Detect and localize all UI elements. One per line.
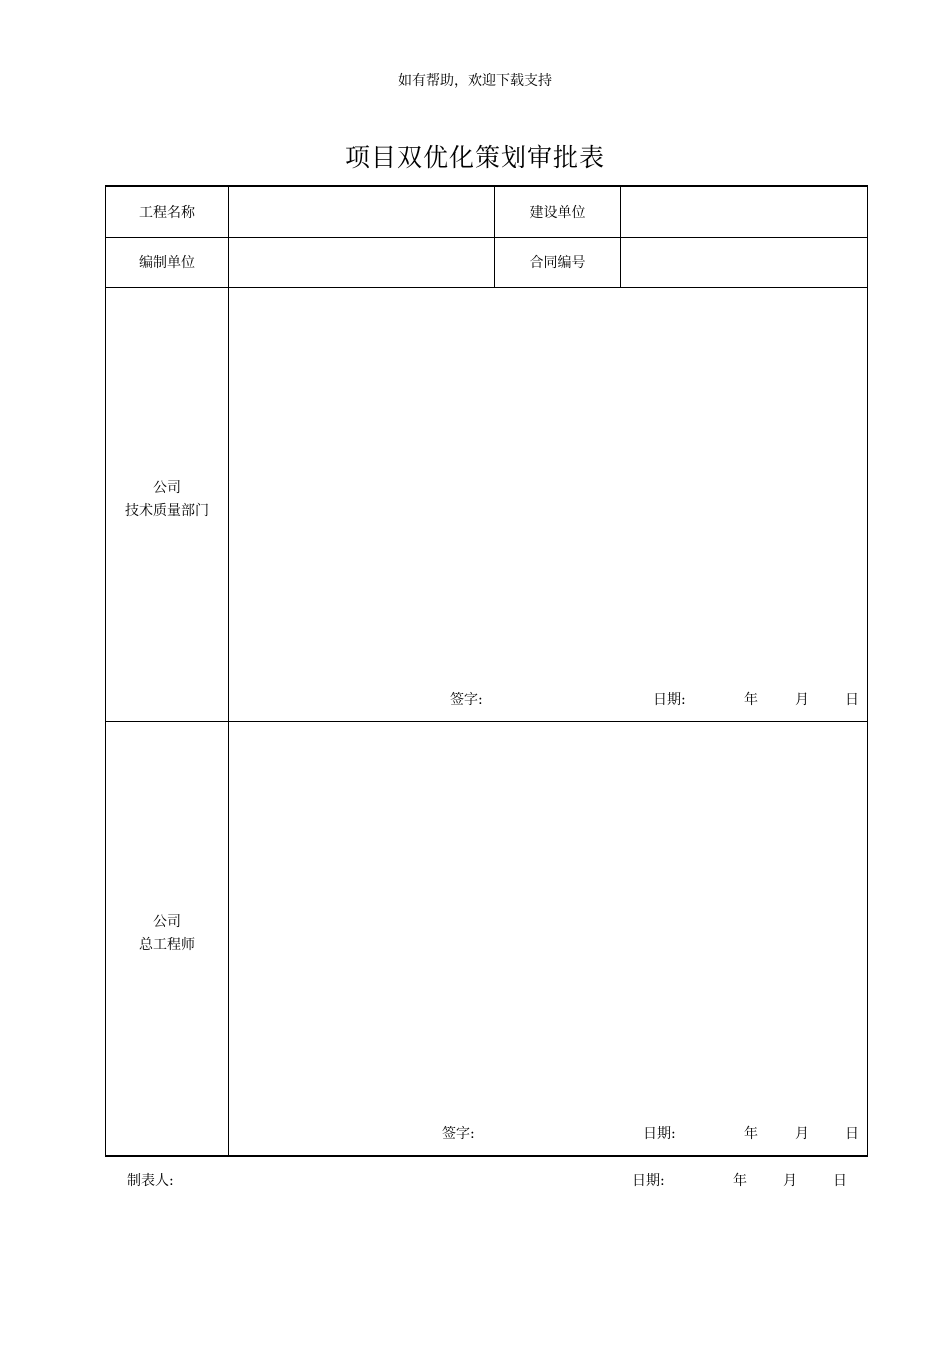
tech-quality-day-label: 日 bbox=[845, 691, 859, 708]
form-maker-label: 制表人: bbox=[127, 1173, 174, 1189]
tech-quality-label-line2: 技术质量部门 bbox=[125, 503, 209, 519]
contract-number-label: 合同编号 bbox=[495, 237, 621, 287]
chief-engineer-day-label: 日 bbox=[845, 1126, 859, 1142]
page-title: 项目双优化策划审批表 bbox=[344, 143, 605, 172]
project-name-label: 工程名称 bbox=[106, 186, 229, 237]
chief-engineer-label-line1: 公司 bbox=[153, 914, 181, 931]
contract-number-field[interactable] bbox=[621, 237, 868, 287]
tech-quality-label-line1: 公司 bbox=[153, 480, 181, 496]
chief-engineer-sign-label: 签字: bbox=[442, 1126, 475, 1142]
tech-quality-dept-label bbox=[106, 287, 229, 721]
form-row-tech-quality bbox=[106, 287, 868, 721]
chief-engineer-date-label: 日期: bbox=[643, 1126, 676, 1142]
tech-quality-sign-label: 签字: bbox=[450, 691, 483, 708]
construction-unit-field[interactable] bbox=[621, 186, 868, 237]
footer-year-label: 年 bbox=[733, 1173, 747, 1189]
chief-engineer-year-label: 年 bbox=[744, 1126, 758, 1142]
form-row-compiler bbox=[106, 237, 868, 287]
approval-form-table bbox=[105, 185, 868, 1157]
chief-engineer-label bbox=[106, 721, 229, 1156]
chief-engineer-label-line2: 总工程师 bbox=[139, 937, 195, 954]
tech-quality-month-label: 月 bbox=[795, 691, 809, 708]
project-name-field[interactable] bbox=[229, 186, 495, 237]
compiling-unit-label: 编制单位 bbox=[106, 237, 229, 287]
chief-engineer-comment-area[interactable] bbox=[229, 721, 868, 1156]
header-note: 如有帮助，欢迎下载支持 bbox=[398, 73, 552, 89]
chief-engineer-month-label: 月 bbox=[795, 1126, 809, 1142]
footer-day-label: 日 bbox=[833, 1173, 847, 1189]
construction-unit-label: 建设单位 bbox=[495, 186, 621, 237]
footer-date-label: 日期: bbox=[632, 1173, 665, 1189]
tech-quality-date-label: 日期: bbox=[653, 691, 686, 708]
tech-quality-year-label: 年 bbox=[744, 691, 758, 708]
tech-quality-comment-area[interactable] bbox=[229, 287, 868, 721]
compiling-unit-field[interactable] bbox=[229, 237, 495, 287]
footer-month-label: 月 bbox=[783, 1173, 797, 1189]
form-row-chief-engineer bbox=[106, 721, 868, 1156]
form-row-project bbox=[106, 186, 868, 237]
